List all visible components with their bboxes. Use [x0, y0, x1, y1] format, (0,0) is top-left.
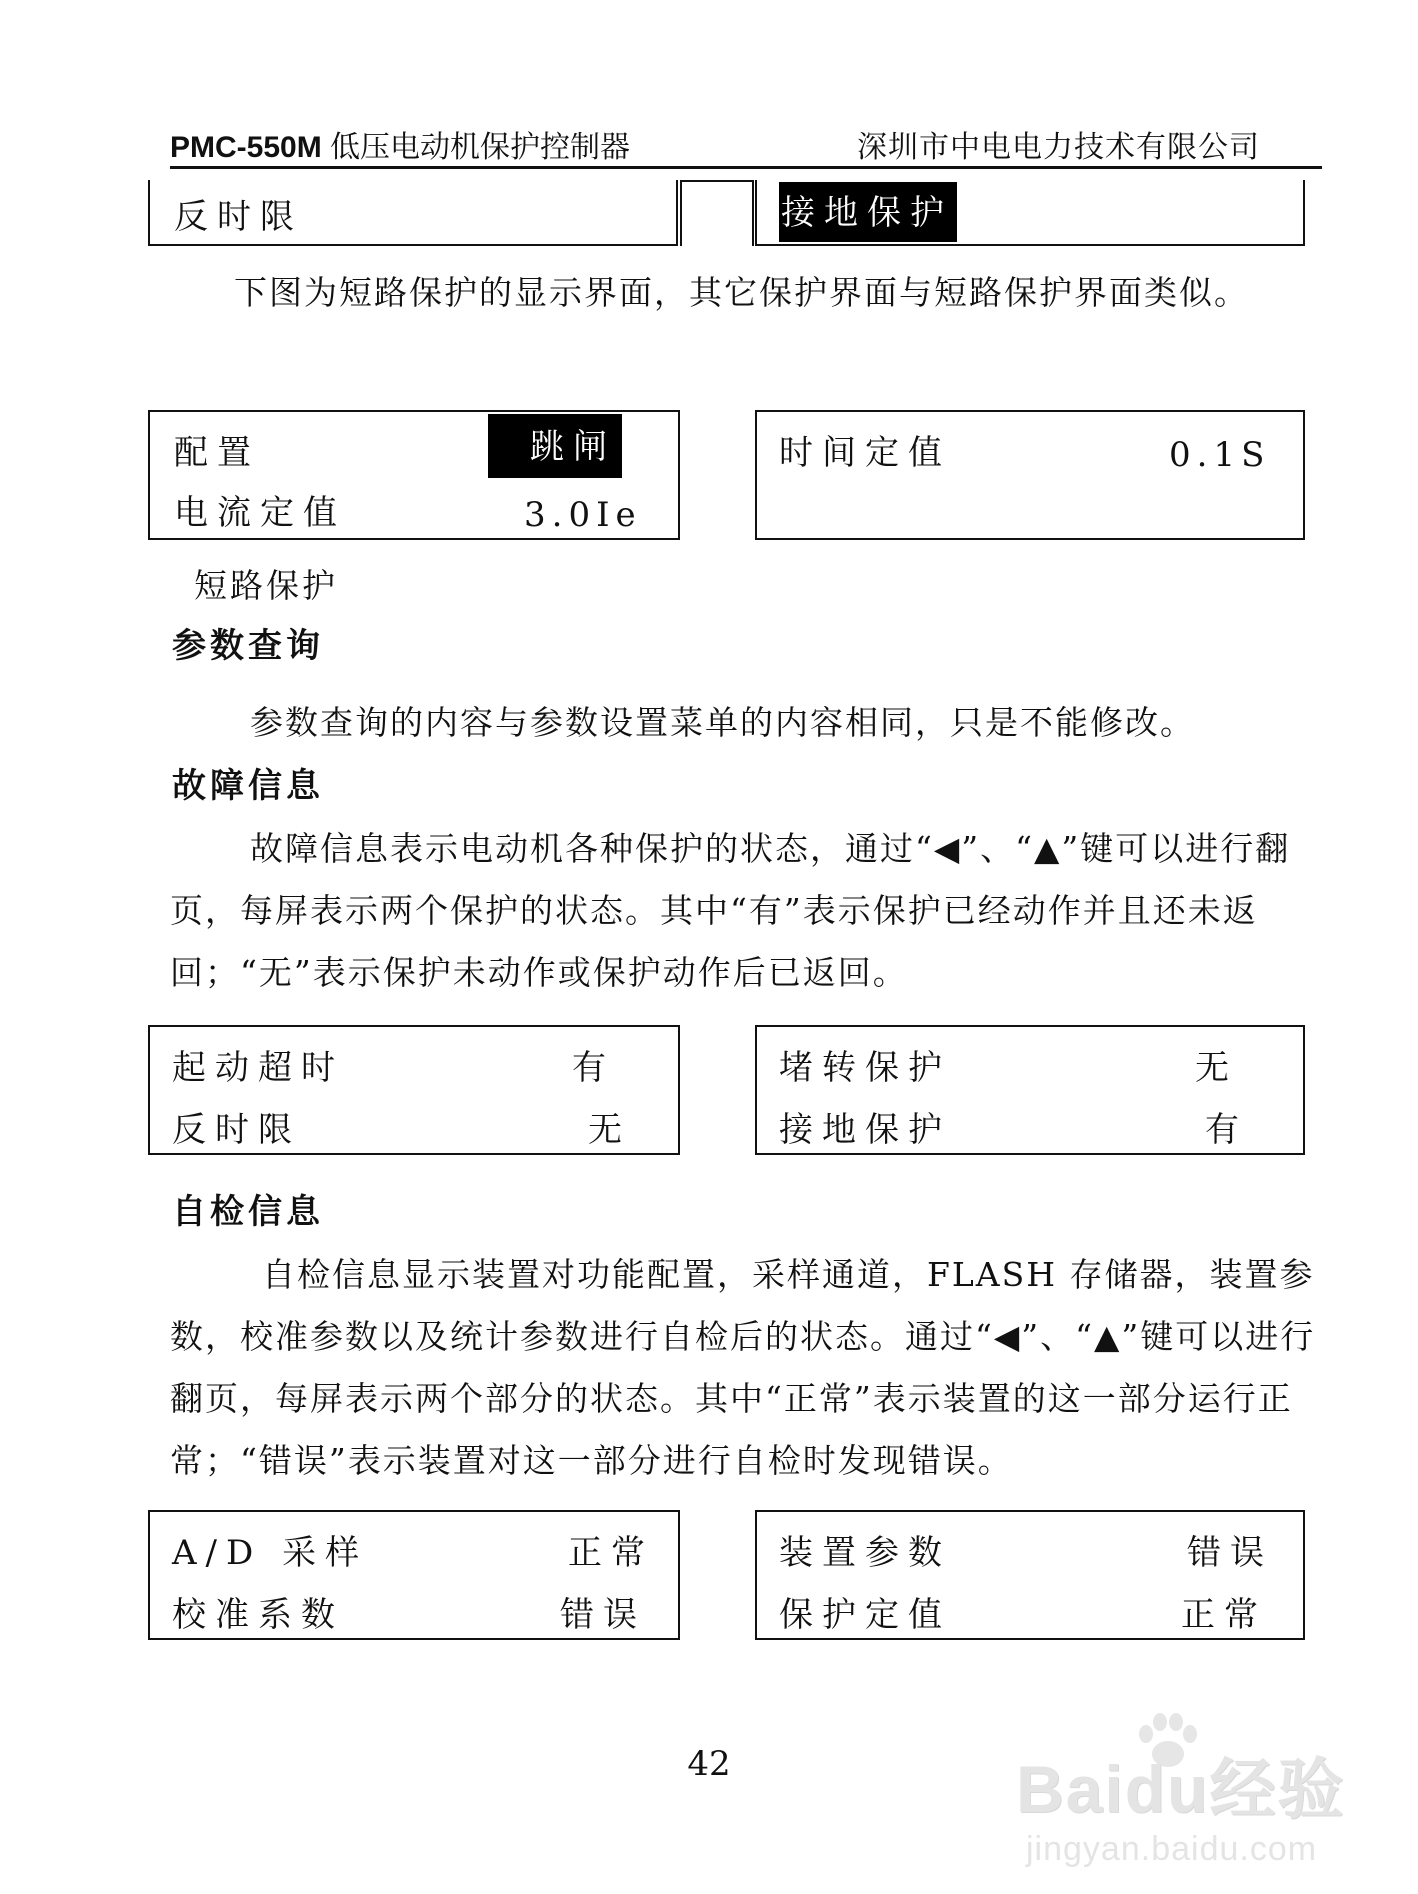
- lcd-box-top-left: [148, 180, 678, 246]
- header-model: PMC-550M: [170, 131, 322, 164]
- section-body-self-check: 自检信息显示装置对功能配置，采样通道，FLASH 存储器，装置参数，校准参数以及统计参数进行自检后的状态。通过“◀”、“▲”键可以进行翻页，每屏表示两个部分的状态。其中“正常”表示装置的这一部分运行正常；“错误”表示装置对这一部分进行自检时发现错误。: [170, 1255, 1316, 1480]
- lcd-value: 无: [588, 1110, 631, 1150]
- lcd-label: 堵转保护: [779, 1048, 951, 1088]
- lcd-box-short-circuit-right: [755, 410, 1305, 540]
- lcd-value: 有: [572, 1048, 615, 1088]
- section-title-fault-info: 故障信息: [172, 766, 324, 806]
- lcd-box-fault-right: [755, 1025, 1305, 1155]
- lcd-box-top-right: [755, 180, 1305, 246]
- watermark-logo: Baidu经验: [1016, 1752, 1346, 1826]
- lcd-label: A/D 采样: [172, 1533, 369, 1573]
- lcd-label: 校准系数: [172, 1595, 344, 1635]
- section-body-param-query: 参数查询的内容与参数设置菜单的内容相同，只是不能修改。: [250, 703, 1195, 742]
- header-company: 深圳市中电电力技术有限公司: [857, 130, 1260, 165]
- lcd-label: 接地保护: [779, 1110, 951, 1150]
- lcd-label: 反时限: [172, 1110, 301, 1150]
- lcd-box-short-circuit-left: [148, 410, 680, 540]
- lcd-label: 装置参数: [779, 1533, 951, 1573]
- header-product: 低压电动机保护控制器: [330, 131, 631, 164]
- lcd-label: 配置: [174, 433, 260, 473]
- lcd-value: 有: [1205, 1110, 1248, 1150]
- intro-paragraph: 下图为短路保护的显示界面，其它保护界面与短路保护界面类似。: [234, 273, 1249, 312]
- lcd-label: 反时限: [174, 197, 303, 237]
- lcd-value: 0.1S: [1169, 435, 1271, 475]
- lcd-value: 3.0Ie: [524, 495, 642, 535]
- lcd-box-self-check-left: [148, 1510, 680, 1640]
- header-divider: [170, 166, 1322, 169]
- watermark-url: jingyan.baidu.com: [1026, 1830, 1318, 1868]
- lcd-label: 时间定值: [779, 433, 951, 473]
- section-body-fault-info: 故障信息表示电动机各种保护的状态，通过“◀”、“▲”键可以进行翻页，每屏表示两个保护的状态。其中“有”表示保护已经动作并且还未返回；“无”表示保护未动作或保护动作后已返回。: [170, 829, 1291, 992]
- lcd-label: 保护定值: [779, 1595, 951, 1635]
- lcd-value-highlighted: 跳闸: [488, 414, 622, 478]
- lcd-value: 错误: [560, 1595, 646, 1635]
- lcd-label: 电流定值: [174, 493, 346, 533]
- lcd-box-self-check-right: [755, 1510, 1305, 1640]
- section-title-self-check: 自检信息: [172, 1192, 324, 1232]
- lcd-value: 无: [1195, 1048, 1238, 1088]
- lcd-value: 错误: [1187, 1533, 1273, 1573]
- lcd-label: 起动超时: [172, 1048, 344, 1088]
- section-title-param-query: 参数查询: [172, 626, 324, 666]
- lcd-value: 正常: [568, 1533, 654, 1573]
- lcd-label-highlighted: 接地保护: [779, 182, 957, 242]
- header-title: [170, 122, 630, 166]
- lcd-value: 正常: [1181, 1595, 1267, 1635]
- lcd-box-fault-left: [148, 1025, 680, 1155]
- page-number: 42: [687, 1744, 731, 1784]
- figure-caption: 短路保护: [194, 566, 338, 605]
- lcd-divider-bracket: [680, 180, 754, 246]
- baidu-watermark: [1016, 1712, 1346, 1880]
